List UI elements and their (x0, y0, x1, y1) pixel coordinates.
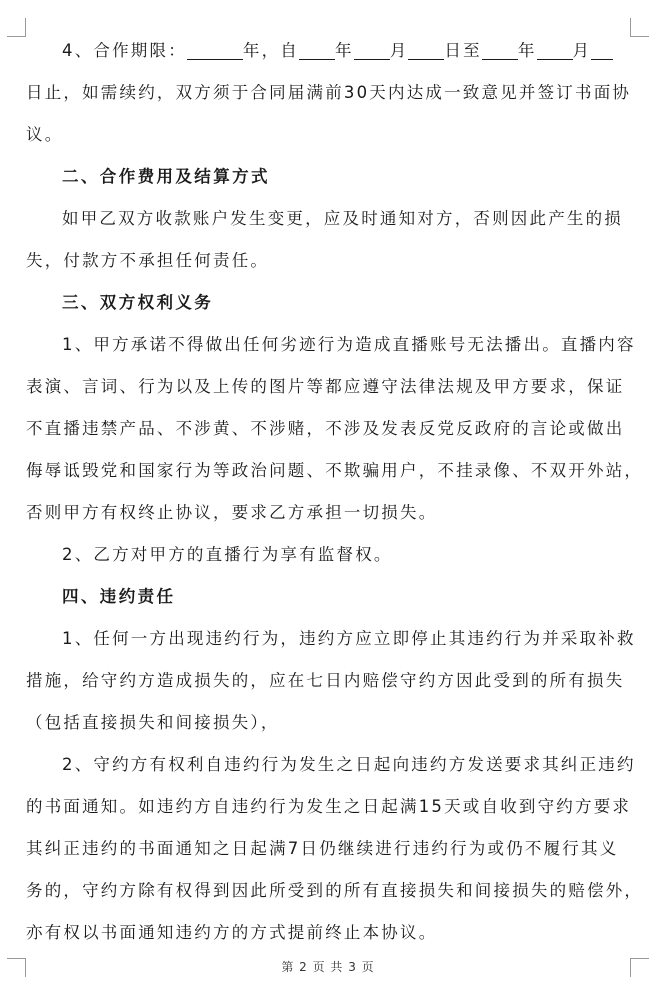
paragraph-line: 的书面通知。如违约方自违约行为发生之日起满15天或自收到守约方要求 (26, 797, 632, 816)
clause4-label: 4、合作期限： (62, 41, 187, 60)
page-number-footer: 第 2 页 共 3 页 (281, 960, 375, 974)
paragraph-line: 不直播违禁产品、不涉黄、不涉赌，不涉及发表反党反政府的言论或做出 (26, 419, 625, 438)
paragraph-line: 2、守约方有权利自违约行为发生之日起向违约方发送要求其纠正违约 (62, 755, 636, 774)
document-body (26, 30, 644, 954)
blank-field[interactable] (354, 41, 390, 60)
paragraph-line: 否则甲方有权终止协议，要求乙方承担一切损失。 (26, 503, 438, 522)
clause4-from: ，自 (261, 41, 300, 60)
blank-field[interactable] (187, 41, 243, 60)
margin-corner-mark (630, 18, 649, 37)
paragraph-line: 务的，守约方除有权得到因此所受到的所有直接损失和间接损失的赔偿外， (26, 881, 644, 900)
clause4-day-to: 日至 (444, 41, 482, 60)
blank-field[interactable] (482, 41, 518, 60)
paragraph-line: 亦有权以书面通知违约方的方式提前终止本协议。 (26, 923, 438, 942)
clause4-year2: 年 (335, 41, 354, 60)
paragraph-line: 如甲乙双方收款账户发生变更，应及时通知对方，否则因此产生的损 (62, 209, 623, 228)
section-heading: 二、合作费用及结算方式 (62, 167, 270, 186)
clause4-month2: 月 (572, 41, 592, 60)
clause4-line (26, 30, 631, 72)
clause4-month: 月 (389, 41, 409, 60)
paragraph-line: 其纠正违约的书面通知之日起满7日仍继续进行违约行为或仍不履行其义 (26, 839, 619, 858)
section-heading: 三、双方权利义务 (62, 293, 214, 312)
paragraph-line: （包括直接损失和间接损失）， (26, 713, 280, 732)
paragraph-line: 表演、言词、行为以及上传的图片等都应遵守法律法规及甲方要求，保证 (26, 377, 625, 396)
paragraph-line: 1、任何一方出现违约行为，违约方应立即停止其违约行为并采取补救 (62, 629, 636, 648)
clause4-year: 年 (242, 41, 262, 60)
paragraph-line: 失，付款方不承担任何责任。 (26, 251, 270, 270)
blank-field[interactable] (408, 41, 444, 60)
paragraph-line: 2、乙方对甲方的直播行为享有监督权。 (62, 545, 393, 564)
paragraph-line: 措施，给守约方造成损失的，应在七日内赔偿守约方因此受到的所有损失 (26, 671, 625, 690)
blank-field[interactable] (591, 41, 613, 60)
paragraph-line: 议。 (26, 125, 64, 144)
margin-corner-mark (7, 18, 26, 37)
paragraph-line: 日止，如需续约，双方须于合同届满前30天内达成一致意见并签订书面协 (26, 83, 632, 102)
paragraph-line: 侮辱诋毁党和国家行为等政治问题、不欺骗用户，不挂录像、不双开外站， (26, 461, 644, 480)
section-heading: 四、违约责任 (62, 587, 176, 606)
blank-field[interactable] (537, 41, 573, 60)
clause4-year3: 年 (517, 41, 537, 60)
blank-field[interactable] (299, 41, 335, 60)
paragraph-line: 1、甲方承诺不得做出任何劣迹行为造成直播账号无法播出。直播内容 (62, 335, 636, 354)
